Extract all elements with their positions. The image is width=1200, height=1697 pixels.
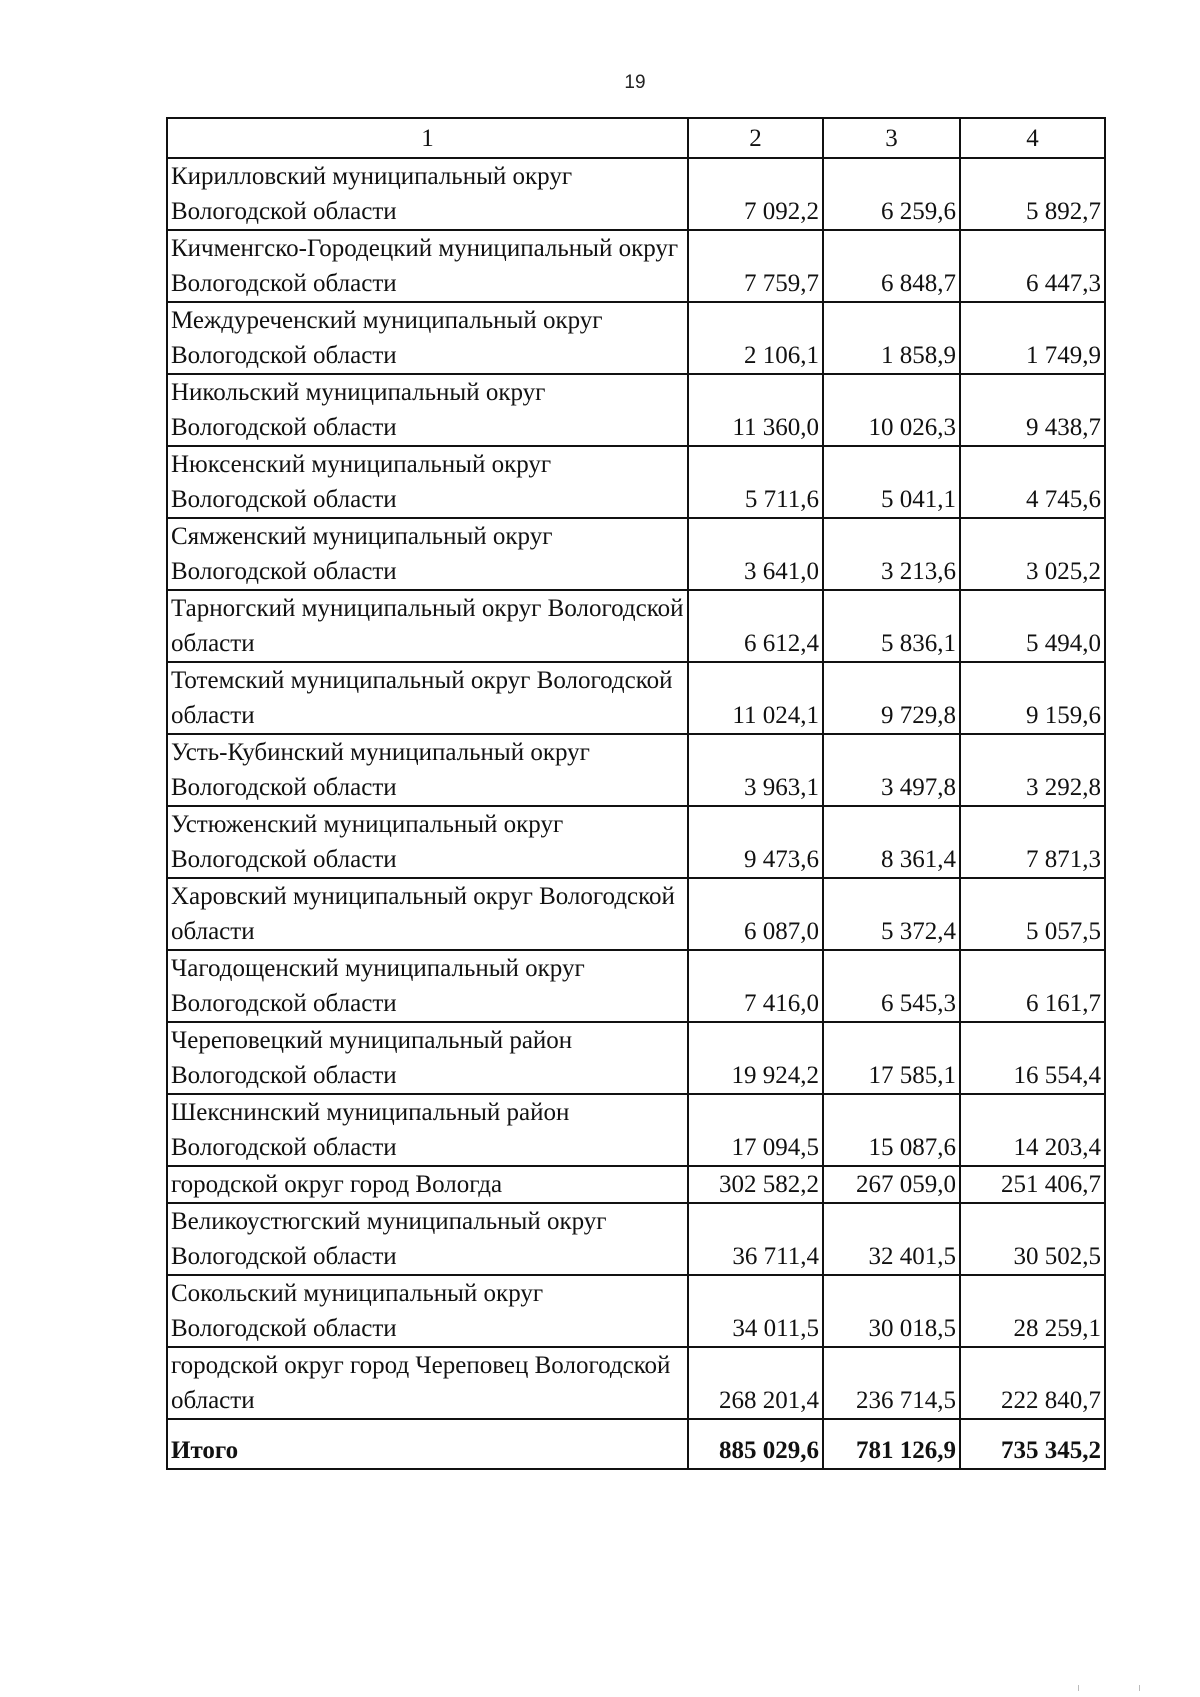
page-number: 19	[624, 72, 646, 93]
municipality-name: Великоустюгский муниципальный округ Вологодской области	[167, 1203, 688, 1275]
municipality-name: Усть-Кубинский муниципальный округ Вологодской области	[167, 734, 688, 806]
table-row	[167, 518, 1105, 590]
value-col-2: 6 612,4	[688, 590, 823, 662]
scan-artifact	[1078, 1685, 1140, 1691]
value-col-4: 6 161,7	[960, 950, 1105, 1022]
value-col-4: 9 438,7	[960, 374, 1105, 446]
value-col-2: 3 641,0	[688, 518, 823, 590]
value-col-4: 5 892,7	[960, 158, 1105, 230]
value-col-2: 19 924,2	[688, 1022, 823, 1094]
value-col-3: 10 026,3	[823, 374, 960, 446]
value-col-2: 6 087,0	[688, 878, 823, 950]
value-col-3: 6 848,7	[823, 230, 960, 302]
municipality-name: Тотемский муниципальный округ Вологодской области	[167, 662, 688, 734]
value-col-2: 302 582,2	[688, 1166, 823, 1203]
value-col-3: 5 836,1	[823, 590, 960, 662]
table-row	[167, 302, 1105, 374]
value-col-4: 7 871,3	[960, 806, 1105, 878]
table-row	[167, 1022, 1105, 1094]
value-col-2: 7 416,0	[688, 950, 823, 1022]
value-col-4: 14 203,4	[960, 1094, 1105, 1166]
value-col-3: 236 714,5	[823, 1347, 960, 1419]
value-col-3: 5 041,1	[823, 446, 960, 518]
table-row	[167, 950, 1105, 1022]
value-col-2: 17 094,5	[688, 1094, 823, 1166]
value-col-2: 36 711,4	[688, 1203, 823, 1275]
value-col-2: 9 473,6	[688, 806, 823, 878]
table-row	[167, 734, 1105, 806]
value-col-3: 17 585,1	[823, 1022, 960, 1094]
value-col-3: 15 087,6	[823, 1094, 960, 1166]
table-row	[167, 374, 1105, 446]
value-col-2: 3 963,1	[688, 734, 823, 806]
value-col-3: 6 545,3	[823, 950, 960, 1022]
value-col-2: 11 024,1	[688, 662, 823, 734]
table-row	[167, 1203, 1105, 1275]
value-col-4: 5 057,5	[960, 878, 1105, 950]
table-header-row	[167, 118, 1105, 158]
table-row	[167, 662, 1105, 734]
municipality-name: Сямженский муниципальный округ Вологодской области	[167, 518, 688, 590]
value-col-3: 5 372,4	[823, 878, 960, 950]
value-col-4: 3 292,8	[960, 734, 1105, 806]
municipality-name: городской округ город Вологда	[167, 1166, 688, 1203]
municipality-name: Чагодощенский муниципальный округ Вологодской области	[167, 950, 688, 1022]
municipality-name: городской округ город Череповец Вологодской области	[167, 1347, 688, 1419]
value-col-3: 9 729,8	[823, 662, 960, 734]
total-label: Итого	[167, 1419, 688, 1469]
municipality-name: Кирилловский муниципальный округ Вологодской области	[167, 158, 688, 230]
value-col-3: 8 361,4	[823, 806, 960, 878]
value-col-2: 34 011,5	[688, 1275, 823, 1347]
total-row	[167, 1419, 1105, 1469]
value-col-3: 1 858,9	[823, 302, 960, 374]
value-col-2: 2 106,1	[688, 302, 823, 374]
value-col-4: 4 745,6	[960, 446, 1105, 518]
value-col-4: 16 554,4	[960, 1022, 1105, 1094]
value-col-4: 251 406,7	[960, 1166, 1105, 1203]
municipality-name: Кичменгско-Городецкий муниципальный округ Вологодской области	[167, 230, 688, 302]
municipality-name: Никольский муниципальный округ Вологодской области	[167, 374, 688, 446]
municipality-name: Харовский муниципальный округ Вологодской области	[167, 878, 688, 950]
header-cell: 1	[167, 118, 688, 158]
value-col-4: 9 159,6	[960, 662, 1105, 734]
table-row	[167, 878, 1105, 950]
value-col-3: 32 401,5	[823, 1203, 960, 1275]
value-col-4: 5 494,0	[960, 590, 1105, 662]
table-row	[167, 1347, 1105, 1419]
table-row	[167, 158, 1105, 230]
value-col-3: 3 497,8	[823, 734, 960, 806]
header-cell: 4	[960, 118, 1105, 158]
value-col-4: 222 840,7	[960, 1347, 1105, 1419]
value-col-4: 30 502,5	[960, 1203, 1105, 1275]
municipality-name: Тарногский муниципальный округ Вологодской области	[167, 590, 688, 662]
value-col-3: 6 259,6	[823, 158, 960, 230]
value-col-2: 268 201,4	[688, 1347, 823, 1419]
value-col-2: 7 092,2	[688, 158, 823, 230]
table-row	[167, 446, 1105, 518]
value-col-2: 11 360,0	[688, 374, 823, 446]
budget-table	[166, 117, 1106, 1470]
table-row	[167, 230, 1105, 302]
header-cell: 3	[823, 118, 960, 158]
table-row	[167, 1094, 1105, 1166]
value-col-3: 30 018,5	[823, 1275, 960, 1347]
municipality-name: Устюженский муниципальный округ Вологодской области	[167, 806, 688, 878]
table-row	[167, 1275, 1105, 1347]
total-col-4: 735 345,2	[960, 1419, 1105, 1469]
header-cell: 2	[688, 118, 823, 158]
value-col-4: 6 447,3	[960, 230, 1105, 302]
value-col-3: 3 213,6	[823, 518, 960, 590]
value-col-4: 3 025,2	[960, 518, 1105, 590]
value-col-2: 7 759,7	[688, 230, 823, 302]
municipality-name: Нюксенский муниципальный округ Вологодской области	[167, 446, 688, 518]
value-col-4: 1 749,9	[960, 302, 1105, 374]
table-row	[167, 806, 1105, 878]
municipality-name: Сокольский муниципальный округ Вологодской области	[167, 1275, 688, 1347]
value-col-4: 28 259,1	[960, 1275, 1105, 1347]
total-col-3: 781 126,9	[823, 1419, 960, 1469]
total-col-2: 885 029,6	[688, 1419, 823, 1469]
municipality-name: Междуреченский муниципальный округ Вологодской области	[167, 302, 688, 374]
table-row	[167, 1166, 1105, 1203]
municipality-name: Череповецкий муниципальный район Вологодской области	[167, 1022, 688, 1094]
table-row	[167, 590, 1105, 662]
value-col-2: 5 711,6	[688, 446, 823, 518]
value-col-3: 267 059,0	[823, 1166, 960, 1203]
municipality-name: Шекснинский муниципальный район Вологодской области	[167, 1094, 688, 1166]
